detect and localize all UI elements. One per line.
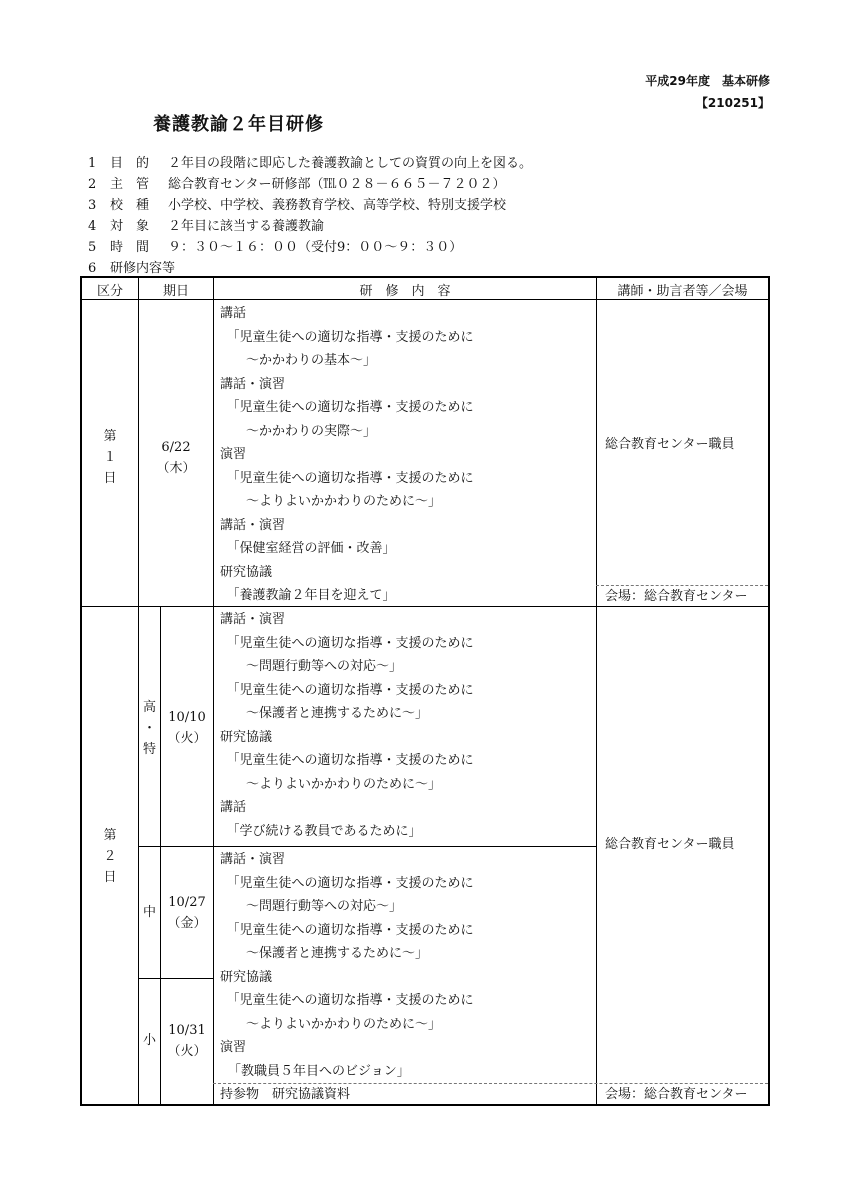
day1-date bbox=[139, 437, 213, 479]
item-number: 1 bbox=[88, 156, 97, 171]
content-line: 講話・演習 bbox=[220, 612, 286, 627]
day2-label: 第 ２ 日 bbox=[103, 828, 117, 885]
content-line: 「教職員５年目へのビジョン」 bbox=[228, 1063, 410, 1079]
item-number: 2 bbox=[88, 177, 97, 192]
content-line: ～問題行動等への対応～」 bbox=[220, 659, 403, 674]
content-line: ～保護者と連携するために～」 bbox=[220, 946, 429, 961]
weekday-text: （火） bbox=[167, 1044, 207, 1059]
content-line: ～よりよいかかわりのために～」 bbox=[220, 776, 442, 792]
content-line: 「児童生徒への適切な指導・支援のために bbox=[220, 753, 474, 768]
group-middle-date bbox=[161, 892, 213, 934]
header-koushi: 講師・助言者等／会場 bbox=[617, 284, 748, 299]
item-organizer bbox=[88, 175, 505, 195]
date-text: 10/10 bbox=[168, 710, 206, 725]
date-text: 10/31 bbox=[168, 1023, 206, 1038]
content-line: 「保健室経営の評価・改善」 bbox=[220, 541, 396, 556]
day2-venue: 会場：総合教育センター bbox=[605, 1087, 748, 1102]
content-line: ～問題行動等への対応～」 bbox=[220, 899, 403, 914]
content-line: 講話・演習 bbox=[220, 852, 286, 867]
day2-mid-elem-content bbox=[220, 848, 474, 1083]
item-value: 総合教育センター研修部（℡０２８－６６５－７２０２） bbox=[168, 177, 506, 192]
header-kijitsu: 期日 bbox=[162, 284, 189, 299]
item-key: 校 種 bbox=[110, 198, 150, 213]
header-kubun: 区分 bbox=[96, 284, 123, 299]
page-title: 養護教諭２年目研修 bbox=[153, 114, 324, 135]
content-line: 演習 bbox=[220, 447, 247, 462]
item-key: 研修内容等 bbox=[110, 261, 176, 276]
date-text: 10/27 bbox=[168, 895, 206, 910]
item-value: ９：３０～１６：００（受付9：００～９：３０） bbox=[168, 240, 463, 255]
content-line: 演習 bbox=[220, 1040, 247, 1055]
content-line: 研究協議 bbox=[220, 969, 273, 985]
content-line: 研究協議 bbox=[220, 564, 273, 580]
content-line: ～保護者と連携するために～」 bbox=[220, 706, 429, 721]
header-naiyou: 研 修 内 容 bbox=[359, 284, 451, 299]
item-time bbox=[88, 238, 462, 258]
group-high-special: 高 ・ 特 bbox=[142, 700, 156, 757]
group-elementary: 小 bbox=[142, 1033, 156, 1048]
day1-venue: 会場：総合教育センター bbox=[605, 589, 748, 604]
item-number: 6 bbox=[88, 261, 97, 276]
content-line: 講話 bbox=[220, 306, 247, 321]
group-elementary-date bbox=[161, 1020, 213, 1062]
content-line: 「児童生徒への適切な指導・支援のために bbox=[220, 682, 474, 698]
content-line: 「学び続ける教員であるために」 bbox=[220, 823, 422, 839]
content-line: ～よりよいかかわりのために～」 bbox=[220, 1016, 442, 1032]
date-text: 6/22 bbox=[161, 440, 191, 455]
content-line: 「児童生徒への適切な指導・支援のために bbox=[220, 470, 474, 486]
content-line: ～かかわりの基本～」 bbox=[220, 353, 377, 368]
item-key: 対 象 bbox=[110, 219, 150, 234]
content-line: 講話・演習 bbox=[220, 376, 286, 392]
group-middle: 中 bbox=[142, 905, 156, 920]
item-number: 5 bbox=[88, 240, 97, 255]
content-line: 講話・演習 bbox=[220, 517, 286, 533]
content-line: 講話 bbox=[220, 800, 247, 815]
content-line: 「児童生徒への適切な指導・支援のために bbox=[220, 635, 474, 651]
content-line: ～よりよいかかわりのために～」 bbox=[220, 494, 442, 509]
weekday-text: （木） bbox=[156, 461, 196, 476]
day2-instructor: 総合教育センター職員 bbox=[605, 837, 735, 852]
day2-high-content bbox=[220, 608, 474, 843]
day1-content bbox=[220, 302, 474, 608]
content-line: 「児童生徒への適切な指導・支援のために bbox=[220, 400, 474, 415]
content-line: 「児童生徒への適切な指導・支援のために bbox=[220, 922, 474, 938]
item-school-type bbox=[88, 196, 506, 216]
content-line: 「児童生徒への適切な指導・支援のために bbox=[220, 329, 474, 345]
item-value: ２年目の段階に即応した養護教諭としての資質の向上を図る。 bbox=[168, 156, 533, 171]
content-line: 「養護教諭２年目を迎えて」 bbox=[220, 588, 396, 603]
day2-bring-items: 持参物 研究協議資料 bbox=[220, 1087, 351, 1102]
course-code: 【210251】 bbox=[695, 96, 770, 110]
content-line: ～かかわりの実際～」 bbox=[220, 423, 377, 439]
weekday-text: （金） bbox=[167, 916, 207, 931]
fiscal-year-label: 平成29年度 基本研修 bbox=[645, 74, 770, 88]
item-number: 4 bbox=[88, 219, 97, 234]
item-target bbox=[88, 217, 324, 237]
group-high-date bbox=[161, 707, 213, 749]
content-line: 「児童生徒への適切な指導・支援のために bbox=[220, 993, 474, 1008]
content-line: 研究協議 bbox=[220, 729, 273, 745]
item-value: 小学校、中学校、義務教育学校、高等学校、特別支援学校 bbox=[168, 198, 507, 213]
item-key: 時 間 bbox=[110, 240, 150, 255]
day1-instructor: 総合教育センター職員 bbox=[605, 437, 735, 452]
item-key: 主 管 bbox=[110, 177, 150, 192]
day1-label: 第 １ 日 bbox=[103, 429, 117, 486]
item-key: 目 的 bbox=[110, 156, 150, 171]
weekday-text: （火） bbox=[167, 731, 207, 746]
item-value: ２年目に該当する養護教諭 bbox=[168, 219, 325, 234]
item-purpose bbox=[88, 154, 532, 174]
item-number: 3 bbox=[88, 198, 97, 213]
content-line: 「児童生徒への適切な指導・支援のために bbox=[220, 875, 474, 891]
